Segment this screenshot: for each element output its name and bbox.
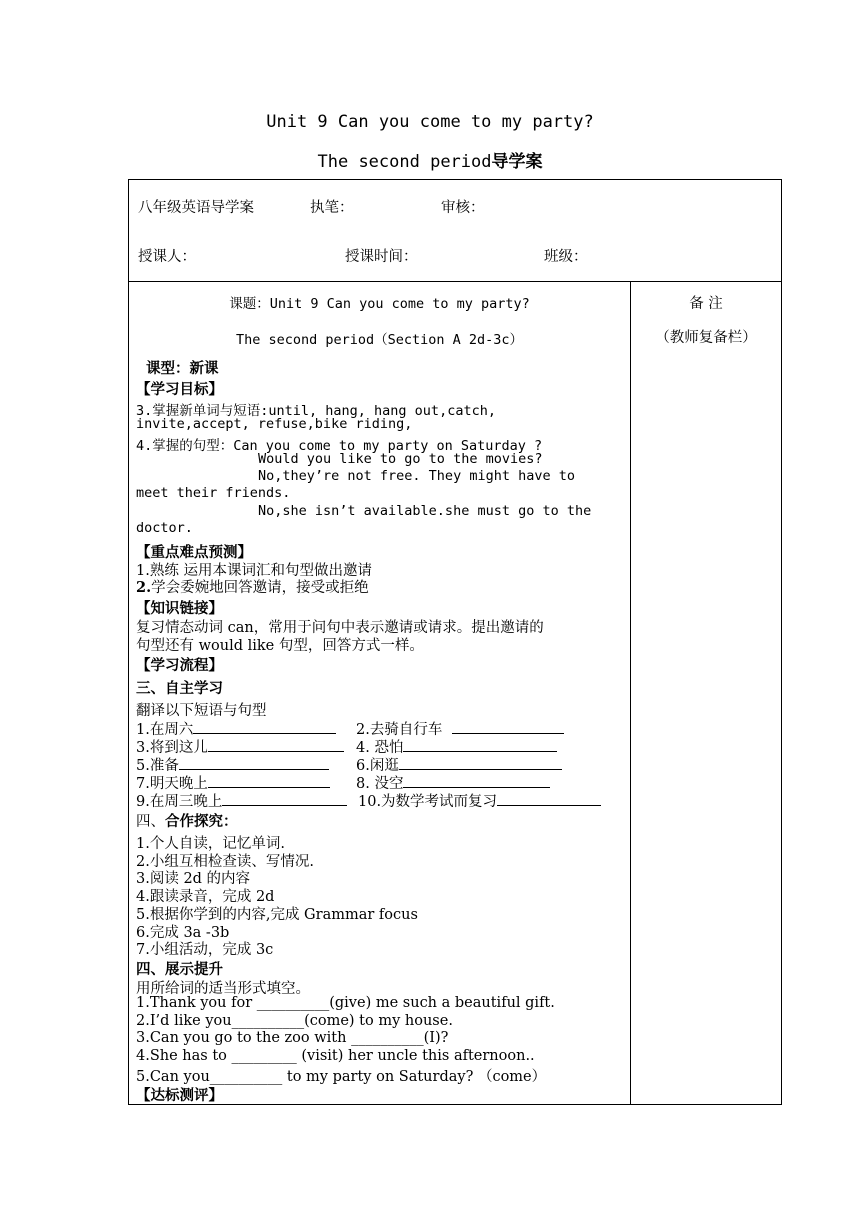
answer-blank[interactable] xyxy=(497,792,601,806)
keypoint-2 xyxy=(136,576,369,597)
author-label: 执笔： xyxy=(310,200,354,216)
assessment-header: 【达标测评】 xyxy=(136,1088,223,1104)
goal-4-line1: 4.掌握的句型：Can you come to my party on Saturday ? xyxy=(136,438,543,454)
class-label: 班级： xyxy=(544,249,588,265)
goal-4-line2: Would you like to go to the movies? xyxy=(258,451,543,467)
answer-blank[interactable] xyxy=(452,720,564,734)
goal-4-line6: doctor. xyxy=(136,520,193,536)
notes-column xyxy=(630,281,782,1105)
knowledge-line1: 复习情态动词 can，常用于问句中表示邀请或请求。提出邀请的 xyxy=(136,620,544,636)
main-content xyxy=(128,281,631,1105)
question-5[interactable]: 5.Can you__________ to my party on Saturday? （come） xyxy=(136,1069,547,1085)
item-3-text: 3.将到这儿 xyxy=(136,740,208,756)
self-study-header: 三、自主学习 xyxy=(136,681,223,697)
step-6: 6.完成 3a -3b xyxy=(136,925,230,941)
cooperation-number: 四、 xyxy=(136,814,165,830)
question-1[interactable]: 1.Thank you for __________(give) me such a beautiful gift. xyxy=(136,995,555,1011)
item-9-text: 9.在周三晚上 xyxy=(136,794,223,810)
lesson-topic-text: 课题：Unit 9 Can you come to my party? xyxy=(229,296,530,312)
item-6-text: 6.闲逛 xyxy=(356,758,399,774)
answer-blank[interactable] xyxy=(179,756,329,770)
answer-blank[interactable] xyxy=(403,738,557,752)
answer-blank[interactable] xyxy=(399,756,562,770)
show-header: 四、展示提升 xyxy=(136,962,223,978)
goals-header: 【学习目标】 xyxy=(136,382,223,398)
goal-4-line5: No,she isn’t available.she must go to the xyxy=(258,503,592,519)
step-7: 7.小组活动，完成 3c xyxy=(136,942,274,958)
goal-3-line1: 3.掌握新单词与短语:until, hang, hang out,catch, xyxy=(136,403,496,419)
knowledge-header: 【知识链接】 xyxy=(136,601,223,617)
question-3[interactable]: 3.Can you go to the zoo with __________(I)? xyxy=(136,1030,449,1046)
answer-blank[interactable] xyxy=(193,720,336,734)
knowledge-line2: 句型还有 would like 句型，回答方式一样。 xyxy=(136,638,424,654)
question-2[interactable]: 2.I’d like you__________(come) to my house. xyxy=(136,1013,453,1029)
teacher-label: 授课人： xyxy=(138,249,196,265)
item-10-text: 10.为数学考试而复习 xyxy=(358,794,498,810)
answer-blank[interactable] xyxy=(222,792,347,806)
lesson-type: 课型：新课 xyxy=(146,361,219,377)
step-1: 1.个人自读，记忆单词. xyxy=(136,836,285,852)
step-4: 4.跟读录音，完成 2d xyxy=(136,889,275,905)
reviewer-label: 审核： xyxy=(441,200,485,216)
cooperation-title: 合作探究： xyxy=(165,814,238,830)
grade-label: 八年级英语导学案 xyxy=(138,200,254,216)
goal-3-line2: invite,accept, refuse,bike riding, xyxy=(136,416,413,432)
item-4-text: 4. 恐怕 xyxy=(356,740,404,756)
cooperation-header xyxy=(136,810,238,831)
translate-item-10 xyxy=(358,790,601,811)
time-label: 授课时间： xyxy=(345,249,418,265)
goal-4-line3: No,they’re not free. They might have to xyxy=(258,468,575,484)
question-4[interactable]: 4.She has to _________ (visit) her uncle this afternoon.. xyxy=(136,1048,535,1064)
item-7-text: 7.明天晚上 xyxy=(136,776,208,792)
step-3: 3.阅读 2d 的内容 xyxy=(136,871,251,887)
keypoint-2-text: 学会委婉地回答邀请，接受或拒绝 xyxy=(151,580,369,596)
translate-item-9 xyxy=(136,790,347,811)
step-2: 2.小组互相检查读、写情况. xyxy=(136,854,314,870)
info-box xyxy=(128,179,782,282)
subtitle-chinese: 导学案 xyxy=(491,152,543,172)
teacher-notes-label: （教师复备栏） xyxy=(655,330,757,346)
answer-blank[interactable] xyxy=(208,774,330,788)
process-header: 【学习流程】 xyxy=(136,658,223,674)
page-subtitle xyxy=(0,147,860,172)
goal-4-line4: meet their friends. xyxy=(136,485,291,501)
notes-label: 备 注 xyxy=(689,296,723,312)
lesson-topic xyxy=(129,292,630,312)
keypoint-1: 1.熟练 运用本课词汇和句型做出邀请 xyxy=(136,563,372,579)
item-8-text: 8. 没空 xyxy=(356,776,404,792)
show-instruction: 用所给词的适当形式填空。 xyxy=(136,981,310,997)
step-5: 5.根据你学到的内容,完成 Grammar focus xyxy=(136,907,418,923)
answer-blank[interactable] xyxy=(208,738,344,752)
answer-blank[interactable] xyxy=(403,774,550,788)
item-2-text: 2.去骑自行车 xyxy=(356,722,443,738)
item-1-text: 1.在周六 xyxy=(136,722,194,738)
item-5-text: 5.准备 xyxy=(136,758,179,774)
page-title: Unit 9 Can you come to my party? xyxy=(266,112,594,132)
keypoint-2-number: 2. xyxy=(136,579,152,596)
subtitle-english: The second period xyxy=(317,152,492,172)
translate-title: 翻译以下短语与句型 xyxy=(136,703,267,719)
keypoints-header: 【重点难点预测】 xyxy=(136,545,252,561)
lesson-period: The second period（Section A 2d-3c） xyxy=(235,332,524,348)
